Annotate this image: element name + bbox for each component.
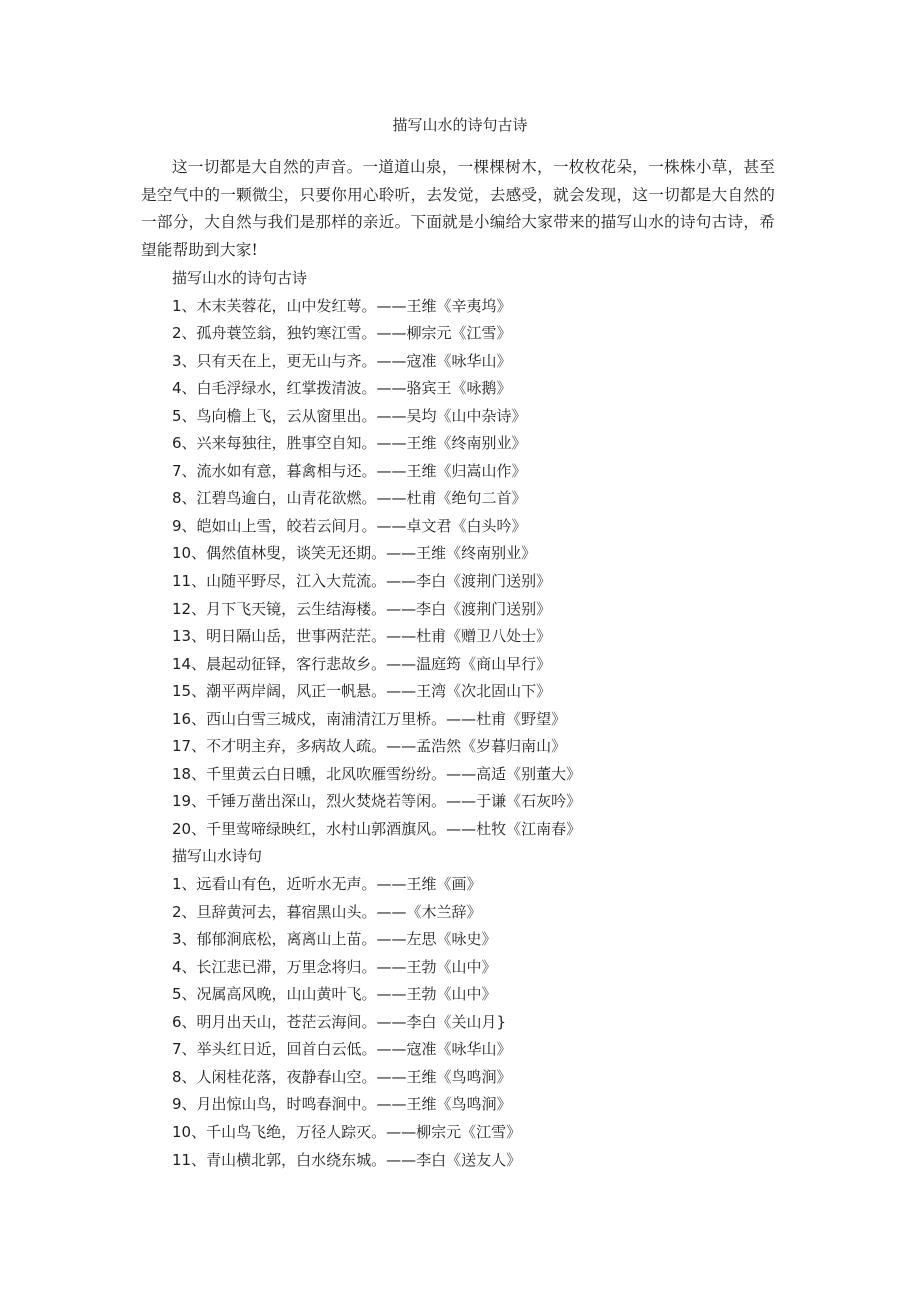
list-item: 17、不才明主弃，多病故人疏。——孟浩然《岁暮归南山》 — [172, 737, 567, 756]
list-item: 19、千锤万凿出深山，烈火焚烧若等闲。——于谦《石灰吟》 — [172, 792, 582, 811]
list-item: 10、偶然值林叟，谈笑无还期。——王维《终南别业》 — [172, 544, 537, 563]
list-item: 4、长江悲已滞，万里念将归。——王勃《山中》 — [172, 957, 497, 976]
list-item: 11、青山横北郭，白水绕东城。——李白《送友人》 — [172, 1150, 522, 1169]
list-item: 10、千山鸟飞绝，万径人踪灭。——柳宗元《江雪》 — [172, 1122, 522, 1141]
list-item: 14、晨起动征铎，客行悲故乡。——温庭筠《商山早行》 — [172, 654, 552, 673]
list-item: 12、月下飞天镜，云生结海楼。——李白《渡荆门送别》 — [172, 599, 552, 618]
list-item: 13、明日隔山岳，世事两茫茫。——杜甫《赠卫八处士》 — [172, 627, 552, 646]
list-item: 8、江碧鸟逾白，山青花欲燃。——杜甫《绝句二首》 — [172, 489, 527, 508]
list-item: 16、西山白雪三城戍，南浦清江万里桥。——杜甫《野望》 — [172, 709, 567, 728]
list-item: 11、山随平野尽，江入大荒流。——李白《渡荆门送别》 — [172, 572, 552, 591]
intro-paragraph: 这一切都是大自然的声音。一道道山泉，一棵棵树木，一枚枚花朵，一株株小草，甚至是空气中的一颗微尘，只要你用心聆听，去发觉，去感受，就会发现，这一切都是大自然的一部分，大自然与我们是那样的亲近。下面就是小编给大家带来的描写山水的诗句古诗，希望能帮助到大家! — [141, 158, 775, 259]
list-item: 6、兴来每独往，胜事空自知。——王维《终南别业》 — [172, 434, 527, 453]
list-item: 15、潮平两岸阔，风正一帆悬。——王湾《次北固山下》 — [172, 682, 552, 701]
list-item: 9、皑如山上雪，皎若云间月。——卓文君《白头吟》 — [172, 516, 527, 535]
document-title: 描写山水的诗句古诗 — [392, 116, 528, 134]
list-item: 9、月出惊山鸟，时鸣春涧中。——王维《鸟鸣涧》 — [172, 1095, 512, 1114]
section-heading: 描写山水的诗句古诗 — [172, 269, 308, 287]
list-item: 7、流水如有意，暮禽相与还。——王维《归嵩山作》 — [172, 461, 527, 480]
list-item: 8、人闲桂花落，夜静春山空。——王维《鸟鸣涧》 — [172, 1067, 512, 1086]
list-item: 5、鸟向檐上飞，云从窗里出。——吴均《山中杂诗》 — [172, 406, 527, 425]
list-item: 7、举头红日近，回首白云低。——寇准《咏华山》 — [172, 1040, 512, 1059]
list-item: 2、旦辞黄河去，暮宿黑山头。——《木兰辞》 — [172, 902, 482, 921]
list-item: 3、只有天在上，更无山与齐。——寇准《咏华山》 — [172, 351, 512, 370]
poem-list — [172, 265, 772, 1174]
list-item: 3、郁郁涧底松，离离山上苗。——左思《咏史》 — [172, 930, 497, 949]
list-item: 2、孤舟蓑笠翁，独钓寒江雪。——柳宗元《江雪》 — [172, 324, 512, 343]
list-item: 1、远看山有色，近听水无声。——王维《画》 — [172, 875, 482, 894]
list-item: 1、木末芙蓉花，山中发红萼。——王维《辛夷坞》 — [172, 296, 512, 315]
list-item: 18、千里黄云白日曛，北风吹雁雪纷纷。——高适《别董大》 — [172, 764, 582, 783]
section-heading: 描写山水诗句 — [172, 847, 263, 866]
list-item: 4、白毛浮绿水，红掌拨清波。——骆宾王《咏鹅》 — [172, 379, 512, 398]
list-item: 20、千里莺啼绿映红，水村山郭酒旗风。——杜牧《江南春》 — [172, 819, 582, 838]
list-item: 6、明月出天山，苍茫云海间。——李白《关山月} — [172, 1012, 507, 1031]
list-item: 5、况属高风晚，山山黄叶飞。——王勃《山中》 — [172, 985, 497, 1004]
